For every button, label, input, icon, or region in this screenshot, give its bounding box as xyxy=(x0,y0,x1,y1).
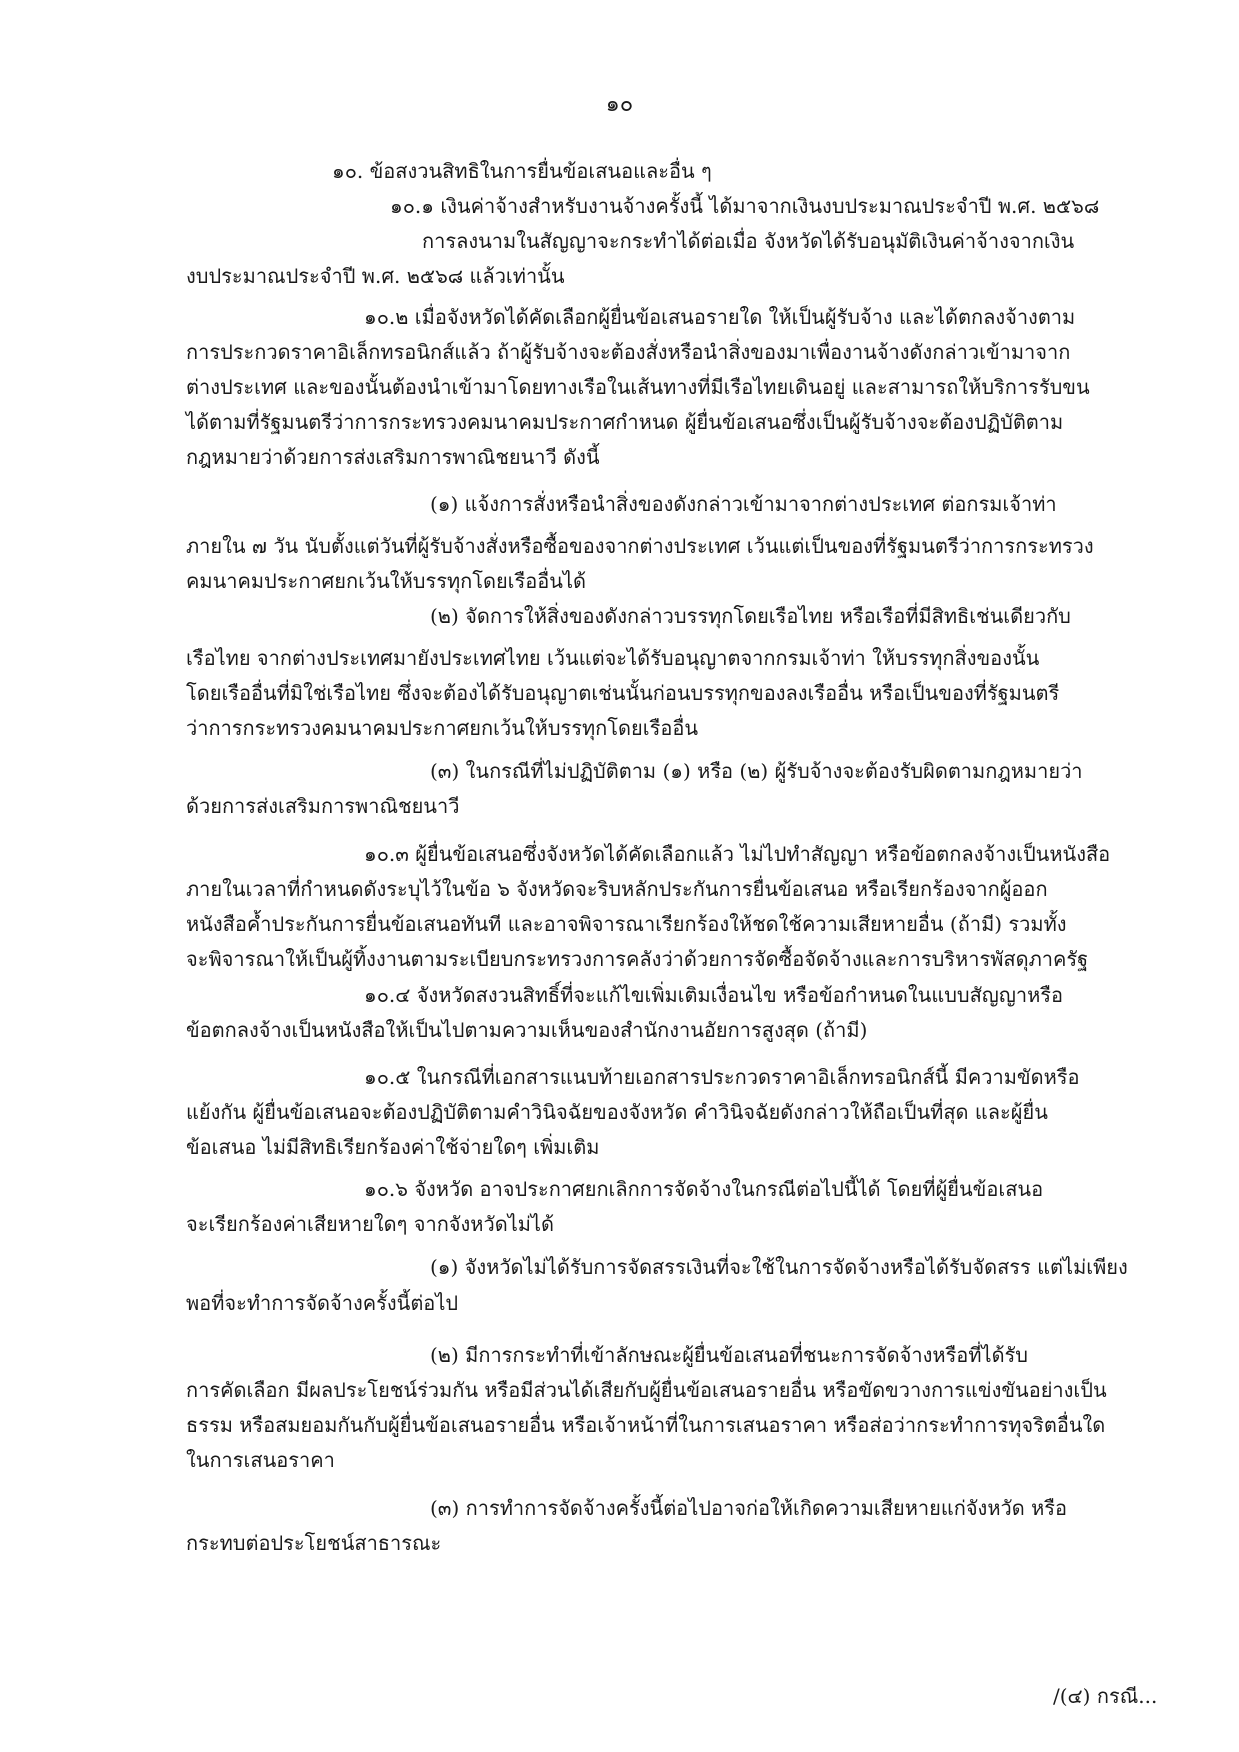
paragraph-line: การคัดเลือก มีผลประโยชน์ร่วมกัน หรือมีส่วนได้เสียกับผู้ยื่นข้อเสนอรายอื่น หรือขัดขวางการแข่งขันอย่างเป็น xyxy=(186,1378,1107,1402)
paragraph-line: (๑) แจ้งการสั่งหรือนำสิ่งของดังกล่าวเข้ามาจากต่างประเทศ ต่อกรมเจ้าท่า xyxy=(430,492,1057,516)
continuation-footer: /(๔) กรณี... xyxy=(1053,1684,1158,1708)
paragraph-line: (๓) ในกรณีที่ไม่ปฏิบัติตาม (๑) หรือ (๒) ผู้รับจ้างจะต้องรับผิดตามกฎหมายว่า xyxy=(430,759,1083,783)
paragraph-line: งบประมาณประจำปี พ.ศ. ๒๕๖๘ แล้วเท่านั้น xyxy=(186,264,565,288)
section-heading: ๑๐. ข้อสงวนสิทธิในการยื่นข้อเสนอและอื่น ๆ xyxy=(332,159,712,183)
paragraph-line: ๑๐.๒ เมื่อจังหวัดได้คัดเลือกผู้ยื่นข้อเสนอรายใด ให้เป็นผู้รับจ้าง และได้ตกลงจ้างตาม xyxy=(364,305,1076,329)
paragraph-line: กระทบต่อประโยชน์สาธารณะ xyxy=(186,1531,442,1555)
paragraph-line: ต่างประเทศ และของนั้นต้องนำเข้ามาโดยทางเรือในเส้นทางที่มีเรือไทยเดินอยู่ และสามารถให้บริการรับขน xyxy=(186,375,1090,399)
paragraph-line: ข้อเสนอ ไม่มีสิทธิเรียกร้องค่าใช้จ่ายใดๆ เพิ่มเติม xyxy=(186,1135,600,1159)
paragraph-line: จะเรียกร้องค่าเสียหายใดๆ จากจังหวัดไม่ได้ xyxy=(186,1212,554,1236)
paragraph-line: คมนาคมประกาศยกเว้นให้บรรทุกโดยเรืออื่นได้ xyxy=(186,569,586,593)
paragraph-line: (๑) จังหวัดไม่ได้รับการจัดสรรเงินที่จะใช้ในการจัดจ้างหรือได้รับจัดสรร แต่ไม่เพียง xyxy=(430,1255,1128,1279)
paragraph-line: การลงนามในสัญญาจะกระทำได้ต่อเมื่อ จังหวัดได้รับอนุมัติเงินค่าจ้างจากเงิน xyxy=(422,229,1075,253)
paragraph-line: ๑๐.๖ จังหวัด อาจประกาศยกเลิกการจัดจ้างในกรณีต่อไปนี้ได้ โดยที่ผู้ยื่นข้อเสนอ xyxy=(364,1177,1044,1201)
paragraph-line: พอที่จะทำการจัดจ้างครั้งนี้ต่อไป xyxy=(186,1291,459,1315)
paragraph-line: ภายใน ๗ วัน นับตั้งแต่วันที่ผู้รับจ้างสั่งหรือซื้อของจากต่างประเทศ เว้นแต่เป็นของที่รัฐมนตรีว่าการกระทรวง xyxy=(186,534,1094,558)
paragraph-line: ๑๐.๕ ในกรณีที่เอกสารแนบท้ายเอกสารประกวดราคาอิเล็กทรอนิกส์นี้ มีความขัดหรือ xyxy=(364,1065,1080,1089)
paragraph-line: จะพิจารณาให้เป็นผู้ทิ้งงานตามระเบียบกระทรวงการคลังว่าด้วยการจัดซื้อจัดจ้างและการบริหารพัสดุภาครัฐ xyxy=(186,947,1089,971)
paragraph-line: เรือไทย จากต่างประเทศมายังประเทศไทย เว้นแต่จะได้รับอนุญาตจากกรมเจ้าท่า ให้บรรทุกสิ่งของนั้น xyxy=(186,646,1040,670)
paragraph-line: (๒) มีการกระทำที่เข้าลักษณะผู้ยื่นข้อเสนอที่ชนะการจัดจ้างหรือที่ได้รับ xyxy=(430,1343,1028,1367)
paragraph-line: ธรรม หรือสมยอมกันกับผู้ยื่นข้อเสนอรายอื่น หรือเจ้าหน้าที่ในการเสนอราคา หรือส่อว่ากระทำการทุจริตอื่นใด xyxy=(186,1413,1106,1437)
paragraph-line: ว่าการกระทรวงคมนาคมประกาศยกเว้นให้บรรทุกโดยเรืออื่น xyxy=(186,716,699,740)
paragraph-line: โดยเรืออื่นที่มิใช่เรือไทย ซึ่งจะต้องได้รับอนุญาตเช่นนั้นก่อนบรรทุกของลงเรืออื่น หรือเป็นของที่รัฐมนตรี xyxy=(186,681,1060,705)
paragraph-line: ข้อตกลงจ้างเป็นหนังสือให้เป็นไปตามความเห็นของสำนักงานอัยการสูงสุด (ถ้ามี) xyxy=(186,1018,868,1042)
page-number: ๑๐ xyxy=(605,92,634,117)
paragraph-line: (๒) จัดการให้สิ่งของดังกล่าวบรรทุกโดยเรือไทย หรือเรือที่มีสิทธิเช่นเดียวกับ xyxy=(430,604,1071,628)
paragraph-line: หนังสือค้ำประกันการยื่นข้อเสนอทันที และอาจพิจารณาเรียกร้องให้ชดใช้ความเสียหายอื่น (ถ้ามี) รวมทั้ง xyxy=(186,912,1067,936)
paragraph-line: แย้งกัน ผู้ยื่นข้อเสนอจะต้องปฏิบัติตามคำวินิจฉัยของจังหวัด คำวินิจฉัยดังกล่าวให้ถือเป็นที่สุด และผู้ยื่น xyxy=(186,1100,1048,1124)
paragraph-line: ได้ตามที่รัฐมนตรีว่าการกระทรวงคมนาคมประกาศกำหนด ผู้ยื่นข้อเสนอซึ่งเป็นผู้รับจ้างจะต้องปฏิบัติตาม xyxy=(186,410,1064,434)
paragraph-line: กฎหมายว่าด้วยการส่งเสริมการพาณิชยนาวี ดังนี้ xyxy=(186,445,600,469)
paragraph-line: ๑๐.๑ เงินค่าจ้างสำหรับงานจ้างครั้งนี้ ได้มาจากเงินงบประมาณประจำปี พ.ศ. ๒๕๖๘ xyxy=(390,194,1100,218)
paragraph-line: ภายในเวลาที่กำหนดดังระบุไว้ในข้อ ๖ จังหวัดจะริบหลักประกันการยื่นข้อเสนอ หรือเรียกร้องจากผู้ออก xyxy=(186,877,1048,901)
paragraph-line: (๓) การทำการจัดจ้างครั้งนี้ต่อไปอาจก่อให้เกิดความเสียหายแก่จังหวัด หรือ xyxy=(430,1496,1068,1520)
paragraph-line: ด้วยการส่งเสริมการพาณิชยนาวี xyxy=(186,794,460,818)
paragraph-line: การประกวดราคาอิเล็กทรอนิกส์แล้ว ถ้าผู้รับจ้างจะต้องสั่งหรือนำสิ่งของมาเพื่องานจ้างดังกล่าวเข้ามาจาก xyxy=(186,340,1071,364)
paragraph-line: ๑๐.๓ ผู้ยื่นข้อเสนอซึ่งจังหวัดได้คัดเลือกแล้ว ไม่ไปทำสัญญา หรือข้อตกลงจ้างเป็นหนังสือ xyxy=(364,842,1111,866)
paragraph-line: ในการเสนอราคา xyxy=(186,1448,335,1472)
paragraph-line: ๑๐.๔ จังหวัดสงวนสิทธิ์ที่จะแก้ไขเพิ่มเติมเงื่อนไข หรือข้อกำหนดในแบบสัญญาหรือ xyxy=(364,983,1064,1007)
